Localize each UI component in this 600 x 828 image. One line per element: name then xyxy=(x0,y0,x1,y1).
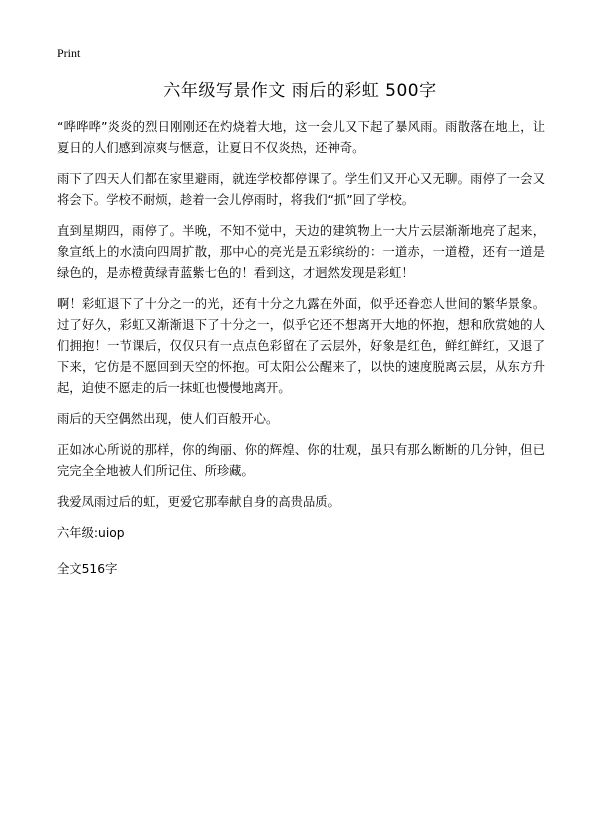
paragraph: 我爱凤雨过后的虹，更爱它那奉献自身的高贵品质。 xyxy=(57,495,340,509)
print-link[interactable]: Print xyxy=(57,46,81,60)
grade-label: 六年级:uiop xyxy=(57,526,125,540)
paragraph: 直到星期四，雨停了。半晚，不知不觉中，天边的建筑物上一大片云层渐渐地亮了起来，象宣纸上的水渍向四周扩散，那中心的亮光是五彩缤纷的：一道赤，一道橙，还有一道是绿色的，是赤橙黄绿青蓝紫七色的！看到这，才迥然发现是彩虹！ xyxy=(57,224,545,280)
paragraph: “哗哗哗”炎炎的烈日刚刚还在灼烧着大地，这一会儿又下起了暴风雨。雨散落在地上，让夏日的人们感到凉爽与惬意，让夏日不仅炎热，还神奇。 xyxy=(57,120,545,155)
paragraph: 正如冰心所说的那样，你的绚丽、你的辉煌、你的壮观，虽只有那么断断的几分钟，但已完完全全地被人们所记住、所珍藏。 xyxy=(57,443,545,478)
article-body xyxy=(57,117,545,595)
paragraph: 雨下了四天人们都在家里避雨，就连学校都停课了。学生们又开心又无聊。雨停了一会又将会下。学校不耐烦，趁着一会儿停雨时，将我们“抓”回了学校。 xyxy=(57,172,545,207)
paragraph: 啊！彩虹退下了十分之一的光，还有十分之九露在外面，似乎还眷恋人世间的繁华景象。过了好久，彩虹又渐渐退下了十分之一，似乎它还不想离开大地的怀抱，想和欣赏她的人们拥抱！一节课后，仅仅只有一点点色彩留在了云层外，好象是红色，鲜红鲜红，又退了下来，它仿是不愿回到天空的怀抱。可太阳公公醒来了，以快的速度脱离云层，从东方升起，迫使不愿走的后一抹虹也慢慢地离开。 xyxy=(57,297,545,395)
word-count: 全文516字 xyxy=(57,562,118,576)
page-title: 六年级写景作文 雨后的彩虹 500字 xyxy=(163,81,437,101)
paragraph: 雨后的天空偶然出现，使人们百般开心。 xyxy=(57,412,279,426)
